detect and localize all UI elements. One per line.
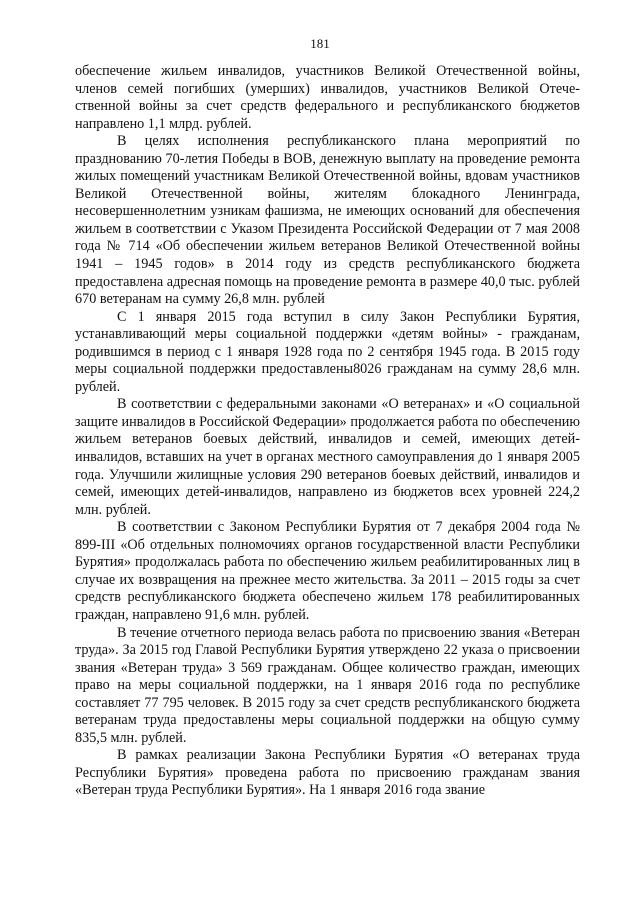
paragraph-3: С 1 января 2015 года вступил в силу Закон Республики Бурятия, устанавливающий меры социальной поддержки «детям войны» - гражданам, родившимся в период с 1 января 1928 года по 2 сентября 1945 года. В 2015 году меры социальной поддержки предоставлены8026 гражданам на сумму 28,6 млн. рублей.	[75, 308, 580, 395]
paragraph-4: В соответствии с федеральными законами «О ветеранах» и «О социальной защите инвалидов в Российской Федерации» продолжается работа по обеспечению жильем ветеранов боевых действий, инвалидов и семей, имеющих детей-инвалидов, вставших на учет в органах местного самоуправления до 1 января 2005 года. Улучшили жилищные условия 290 ветеранов боевых действий, инвалидов и семей, имеющих детей-инвалидов, направлено из бюджетов всех уровней 224,2 млн. рублей.	[75, 396, 580, 518]
paragraph-2: В целях исполнения республиканского плана мероприятий по празднованию 70-летия Победы в ВОВ, денежную выплату на проведение ремонта жилых помещений участникам Великой Отечественной войны, вдовам участников Великой Отечественной войны, жителям блокадного Ленинграда, несовершеннолетним узникам фашизма, не имеющих оснований для обеспечения жильем в соответствии с Указом Президента Российской Федерации от 7 мая 2008 года № 714 «Об обеспечении жильем ветеранов Великой Отечественной войны 1941 – 1945 годов» в 2014 году из средств республиканского бюджета предоставлена адресная помощь на проведение ремонта в размере 40,0 тыс. рублей 670 ветеранам на сумму 26,8 млн. рублей	[75, 133, 580, 308]
paragraph-6: В течение отчетного периода велась работа по присвоению звания «Ветеран труда». За 2015 год Главой Республики Бурятия утверждено 22 указа о присвоении звания «Ветеран труда» 3 569 гражданам. Общее количество граждан, имеющих право на меры социальной поддержки, на 1 января 2016 года по республике составляет 77 795 человек. В 2015 году за счет средств республиканского бюджета ветеранам труда предоставлены меры социальной поддержки на общую сумму 835,5 млн. рублей.	[75, 624, 580, 746]
body-text	[75, 63, 580, 800]
paragraph-1: обеспечение жильем инвалидов, участников Великой Отечественной войны, членов семей погибших (умерших) инвалидов, участников Великой Отечественной войны за счет средств федерального и республиканского бюджетов направлено 1,1 млрд. рублей.	[75, 63, 580, 132]
page-number: 181	[310, 36, 330, 51]
paragraph-7: В рамках реализации Закона Республики Бурятия «О ветеранах труда Республики Бурятия» проведена работа по присвоению гражданам звания «Ветеран труда Республики Бурятия». На 1 января 2016 года звание	[75, 747, 580, 799]
paragraph-5: В соответствии с Законом Республики Бурятия от 7 декабря 2004 года № 899-III «Об отдельных полномочиях органов государственной власти Республики Бурятия» продолжалась работа по обеспечению жильем реабилитированных лиц в случае их возвращения на прежнее место жительства. За 2011 – 2015 годы за счет средств республиканского бюджета обеспечено жильем 178 реабилитированных граждан, направлено 91,6 млн. рублей.	[75, 519, 580, 623]
